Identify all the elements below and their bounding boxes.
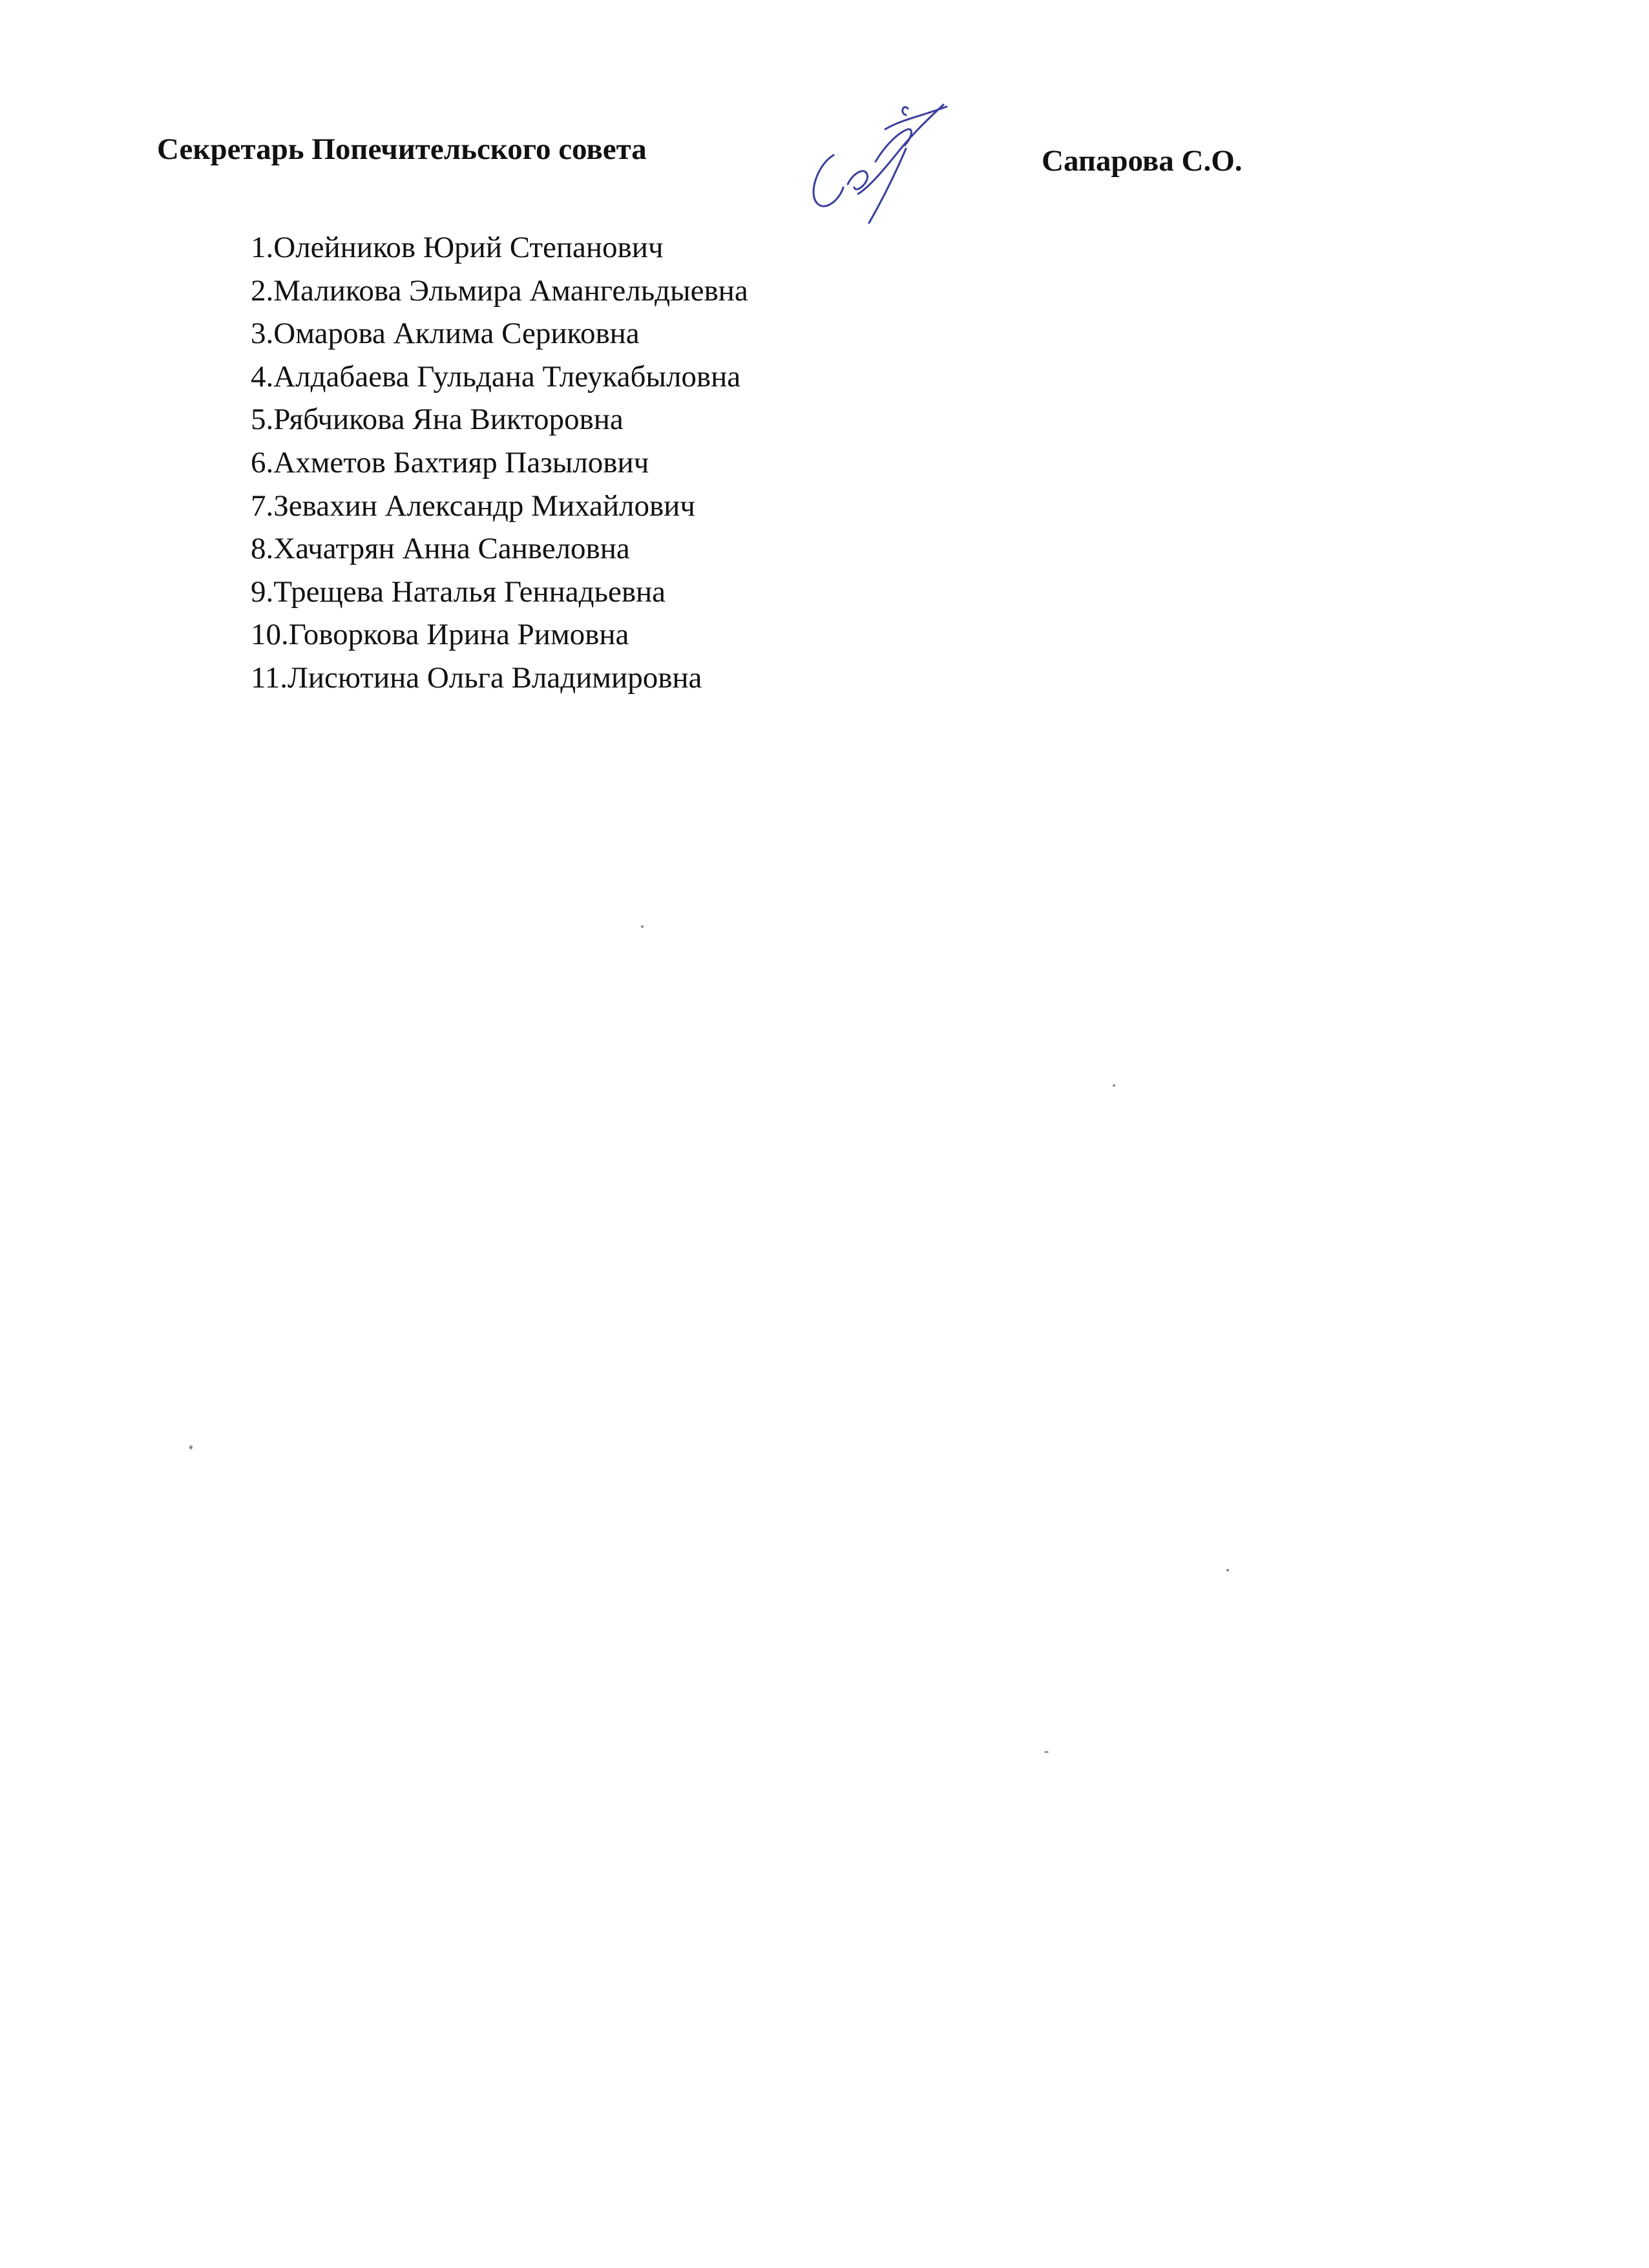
list-item-name: Маликова Эльмира Амангельдыевна xyxy=(273,273,748,308)
council-members-list xyxy=(251,226,748,700)
secretary-title: Секретарь Попечительского совета xyxy=(157,132,647,166)
list-item-number: 3. xyxy=(251,317,274,351)
handwritten-signature-icon xyxy=(788,90,982,226)
list-item xyxy=(251,527,748,571)
list-item-name: Лисютина Ольга Владимировна xyxy=(288,660,702,695)
list-item xyxy=(251,571,748,614)
list-item-number: 6. xyxy=(251,445,274,479)
list-item xyxy=(251,485,748,528)
list-item-number: 1. xyxy=(251,231,274,264)
list-item-name: Хачатрян Анна Санвеловна xyxy=(273,532,630,566)
scan-speck xyxy=(1113,1084,1115,1087)
list-item-number: 4. xyxy=(251,359,274,394)
list-item-name: Рябчикова Яна Викторовна xyxy=(273,403,624,437)
list-item-number: 10. xyxy=(251,618,289,652)
list-item xyxy=(251,269,748,313)
list-item-number: 2. xyxy=(251,273,274,308)
list-item xyxy=(251,441,748,485)
list-item-name: Говоркова Ирина Римовна xyxy=(288,618,629,652)
list-item xyxy=(251,613,748,656)
scan-speck xyxy=(1226,1569,1229,1571)
list-item-number: 9. xyxy=(251,574,274,609)
scan-speck xyxy=(189,1445,193,1449)
list-item xyxy=(251,226,748,269)
list-item-name: Олейников Юрий Степанович xyxy=(273,231,664,264)
list-item-name: Алдабаева Гульдана Тлеукабыловна xyxy=(273,359,741,394)
list-item xyxy=(251,312,748,355)
list-item xyxy=(251,398,748,441)
list-item-number: 11. xyxy=(251,660,288,695)
list-item-name: Зевахин Александр Михайлович xyxy=(273,488,695,523)
signature-block xyxy=(0,0,1649,233)
list-item-number: 8. xyxy=(251,532,274,566)
list-item xyxy=(251,355,748,399)
list-item-number: 5. xyxy=(251,403,274,437)
secretary-name: Сапарова С.О. xyxy=(1042,144,1243,178)
list-item-name: Ахметов Бахтияр Пазылович xyxy=(273,445,649,479)
list-item-number: 7. xyxy=(251,488,274,523)
list-item-name: Трещева Наталья Геннадьевна xyxy=(273,574,666,609)
scan-speck xyxy=(1044,1751,1049,1753)
scan-speck xyxy=(641,925,644,928)
list-item xyxy=(251,656,748,700)
list-item-name: Омарова Аклима Сериковна xyxy=(273,317,640,351)
